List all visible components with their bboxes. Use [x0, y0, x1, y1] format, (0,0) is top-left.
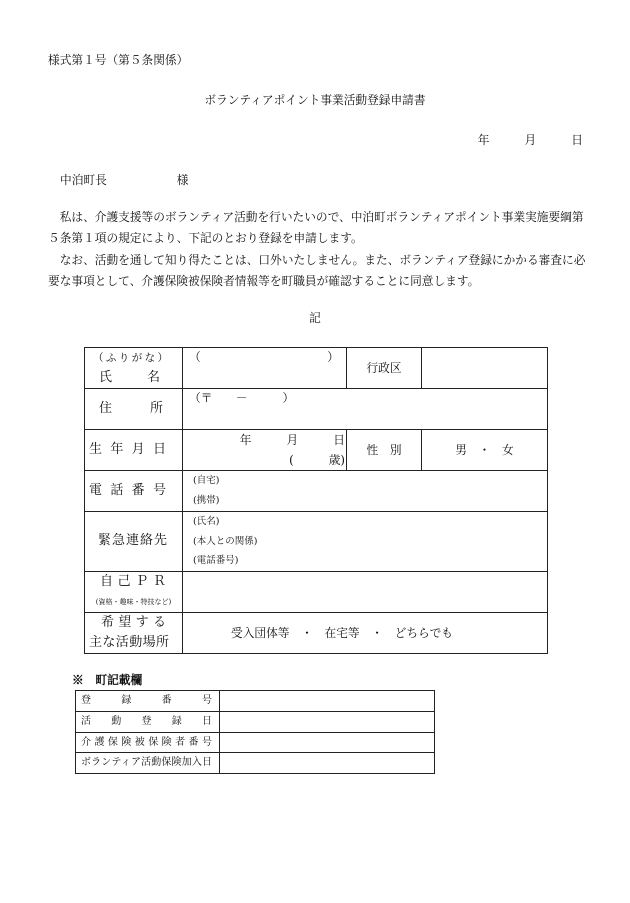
volunteer-insurance-date-label: ボランティア活動保険加入日 [81, 757, 212, 768]
office-row [76, 691, 435, 712]
registration-date-label: 活動登録日 [81, 716, 212, 727]
birthdate-label-cell [85, 430, 183, 471]
name-label-cell [85, 348, 183, 389]
office-row-value-cell [220, 691, 435, 712]
table-row [85, 612, 548, 653]
furigana-parens [183, 348, 346, 368]
phone-value-cell [183, 471, 548, 512]
furigana-label: （ふりがな） [93, 352, 168, 364]
addressee-honorific: 様 [176, 173, 189, 187]
paragraph1-line2: ５条第１項の規定により、下記のとおり登録を申請します。 [48, 231, 363, 246]
office-use-table [75, 690, 435, 774]
name-value-cell [183, 348, 347, 389]
registration-number-label: 登録番号 [81, 695, 212, 706]
birthdate-template: 年 月 日 [239, 433, 345, 447]
gender-label: 性 別 [366, 443, 402, 457]
table-row [85, 571, 548, 612]
emergency-contact-value-cell [183, 512, 548, 572]
emergency-name-label: (氏名) [193, 516, 220, 527]
name-label: 氏名 [99, 370, 160, 385]
gender-options: 男 ・ 女 [455, 443, 514, 457]
emergency-contact-label-cell [85, 512, 183, 572]
table-row [85, 389, 548, 430]
district-label-cell [347, 348, 422, 389]
address-value-cell [183, 389, 548, 430]
office-row-label-cell [76, 691, 220, 712]
phone-label: 電話番号 [89, 483, 166, 498]
paragraph2-line2: 要な事項として、介護保険被保険者情報等を町職員が確認することに同意します。 [48, 273, 480, 288]
phone-home-label: (自宅) [193, 475, 220, 486]
table-row [85, 471, 548, 512]
self-pr-label: 自己ＰＲ [100, 573, 166, 589]
self-pr-note: (資格・趣味・特技など) [95, 597, 172, 606]
office-row-label-cell [76, 753, 220, 774]
office-row-label-cell [76, 712, 220, 733]
age-template: ( 歳) [289, 453, 345, 467]
office-row-value-cell [220, 712, 435, 733]
office-row [76, 753, 435, 774]
form-number: 様式第１号（第５条関係） [48, 53, 189, 67]
activity-place-options: 受入団体等 ・ 在宅等 ・ どちらでも [231, 625, 453, 640]
address-label-cell [85, 389, 183, 430]
table-row [85, 348, 548, 389]
gender-options-cell [422, 430, 548, 471]
emergency-phone-label: (電話番号) [193, 555, 239, 566]
addressee-line [60, 173, 188, 187]
application-table [84, 347, 548, 654]
district-value-cell [422, 348, 548, 389]
body-text [48, 207, 585, 292]
district-label: 行政区 [366, 361, 402, 375]
activity-place-label-cell [85, 612, 183, 653]
addressee-name: 中泊町長 [60, 173, 107, 187]
phone-mobile-label: (携帯) [193, 494, 220, 506]
office-row [76, 712, 435, 733]
table-row [85, 430, 548, 471]
emergency-relation-label: (本人との関係) [193, 535, 258, 547]
postal-code-template: （〒 － ） [189, 391, 295, 405]
activity-place-label-line2: 主な活動場所 [89, 634, 169, 650]
office-row-value-cell [220, 733, 435, 753]
insurance-number-label: 介護保険被保険者番号 [81, 736, 212, 748]
ki-heading: 記 [309, 311, 321, 325]
self-pr-value-cell [183, 571, 548, 612]
table-row [85, 512, 548, 572]
date-line: 年 月 日 [477, 133, 583, 147]
document-title: ボランティアポイント事業活動登録申請書 [204, 93, 426, 107]
office-row-label-cell [76, 733, 220, 753]
furigana-open-paren: （ [189, 350, 201, 364]
birthdate-value-cell [183, 430, 347, 471]
activity-place-label-line1: 希望する [101, 614, 166, 630]
paragraph2-line1: なお、活動を通して知り得たことは、口外いたしません。また、ボランティア登録にかかる審査に必 [59, 252, 586, 267]
office-row [76, 733, 435, 753]
activity-place-options-cell [183, 612, 548, 653]
furigana-close-paren: ） [327, 350, 339, 364]
phone-label-cell [85, 471, 183, 512]
office-use-heading: ※ 町記載欄 [72, 673, 143, 687]
emergency-contact-label: 緊急連絡先 [98, 533, 167, 549]
address-label: 住所 [99, 401, 163, 416]
office-row-value-cell [220, 753, 435, 774]
birthdate-label: 生年月日 [89, 442, 166, 457]
gender-label-cell [347, 430, 422, 471]
paragraph1-line1: 私は、介護支援等のボランティア活動を行いたいので、中泊町ボランティアポイント事業実施要綱第 [59, 210, 584, 224]
self-pr-label-cell [85, 571, 183, 612]
